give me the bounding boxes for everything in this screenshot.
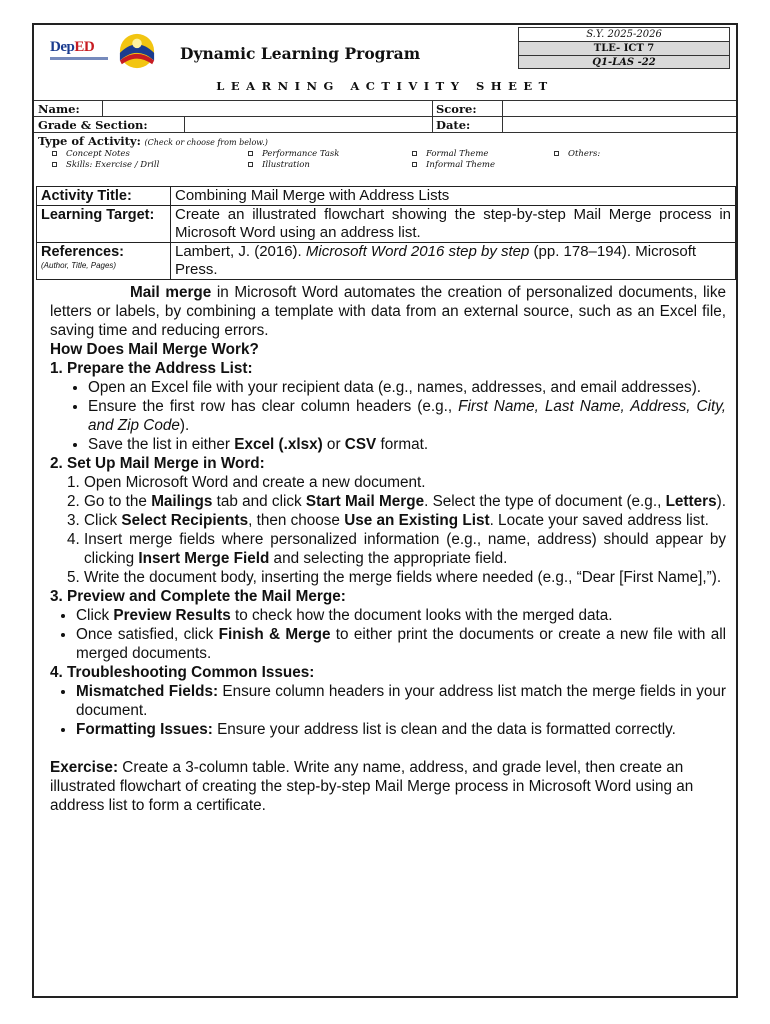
option-concept-notes[interactable]: Concept Notes xyxy=(52,149,130,159)
step3-heading: 3. Preview and Complete the Mail Merge: xyxy=(50,588,346,605)
deped-logo xyxy=(50,37,108,65)
step1-list xyxy=(50,378,726,454)
date-label: Date: xyxy=(436,118,471,132)
school-year-box xyxy=(518,27,730,69)
checkbox-icon xyxy=(554,151,559,156)
step1-heading: 1. Prepare the Address List: xyxy=(50,360,253,377)
activity-title-value: Combining Mail Merge with Address Lists xyxy=(171,187,736,206)
list-item: 2. Go to the Mailings tab and click Start Mail Merge. Select the type of document (e.g., Letters). xyxy=(84,492,726,511)
list-item: • Save the list in either Excel (.xlsx) or CSV format. xyxy=(88,435,726,454)
option-performance-task[interactable]: Performance Task xyxy=(248,149,339,159)
subject-code: TLE- ICT 7 xyxy=(518,41,730,55)
deped-logo-text: DepED xyxy=(50,39,95,55)
step4-list xyxy=(50,682,726,739)
student-info xyxy=(34,100,736,173)
activity-title-row xyxy=(37,187,736,206)
lesson-content xyxy=(50,283,726,815)
list-item: • Ensure the first row has clear column headers (e.g., First Name, Last Name, Address, City, and Zip Code). xyxy=(88,397,726,435)
list-item: 1. Open Microsoft Word and create a new document. xyxy=(84,473,726,492)
learning-target-label: Learning Target: xyxy=(37,206,171,243)
checkbox-icon xyxy=(248,162,253,167)
option-informal-theme[interactable]: Informal Theme xyxy=(412,160,495,170)
checkbox-icon xyxy=(412,162,417,167)
activity-type-label: Type of Activity: xyxy=(38,134,141,148)
activity-type-hint: (Check or choose from below.) xyxy=(144,138,268,147)
list-item: 4. Insert merge fields where personalized information (e.g., name, address) should appear by clicking Insert Merge Field and selecting the appropriate field. xyxy=(84,530,726,568)
name-label: Name: xyxy=(38,102,80,116)
grade-label: Grade & Section: xyxy=(38,118,148,132)
sheet-title: LEARNING ACTIVITY SHEET xyxy=(216,79,554,93)
references-cell xyxy=(37,243,171,280)
how-heading: How Does Mail Merge Work? xyxy=(50,341,259,358)
list-item: 3. Click Select Recipients, then choose Use an Existing List. Locate your saved address list. xyxy=(84,511,726,530)
checkbox-icon xyxy=(52,151,57,156)
references-value: Lambert, J. (2016). Microsoft Word 2016 step by step (pp. 178–194). Microsoft Press. xyxy=(171,243,736,280)
las-code: Q1-LAS -22 xyxy=(518,55,730,69)
learning-target-row xyxy=(37,206,736,243)
exercise-paragraph: Exercise: Create a 3-column table. Write any name, address, and grade level, then create an illustrated flowchart of creating the step-by-step Mail Merge process in Microsoft Word using an address list to form a certificate. xyxy=(50,759,694,814)
references-label: References: xyxy=(41,244,125,260)
references-hint: (Author, Title, Pages) xyxy=(41,261,117,270)
name-row xyxy=(34,100,736,116)
activity-sheet-page xyxy=(32,23,738,998)
grade-row xyxy=(34,116,736,132)
step4-heading: 4. Troubleshooting Common Issues: xyxy=(50,664,315,681)
grade-field[interactable] xyxy=(184,117,432,133)
activity-options xyxy=(34,149,736,173)
option-formal-theme[interactable]: Formal Theme xyxy=(412,149,488,159)
activity-title-label: Activity Title: xyxy=(37,187,171,206)
option-illustration[interactable]: Illustration xyxy=(248,160,310,170)
step3-list xyxy=(50,606,726,663)
score-label: Score: xyxy=(436,102,477,116)
list-item: • Open an Excel file with your recipient data (e.g., names, addresses, and email addresses). xyxy=(88,378,726,397)
checkbox-icon xyxy=(248,151,253,156)
checkbox-icon xyxy=(412,151,417,156)
list-item: • Formatting Issues: Ensure your address list is clean and the data is formatted correctly. xyxy=(76,720,726,739)
activity-type-row xyxy=(34,132,736,149)
date-field[interactable] xyxy=(502,117,740,133)
list-item: 5. Write the document body, inserting the merge fields where needed (e.g., “Dear [First Name],”). xyxy=(84,568,726,587)
logo-group xyxy=(50,29,156,73)
list-item: • Click Preview Results to check how the document looks with the merged data. xyxy=(76,606,726,625)
references-row xyxy=(37,243,736,280)
option-skills-drill[interactable]: Skills: Exercise / Drill xyxy=(52,160,159,170)
list-item: • Mismatched Fields: Ensure column headers in your address list match the merge fields in your document. xyxy=(76,682,726,720)
option-others[interactable]: Others: xyxy=(554,149,600,159)
score-field[interactable] xyxy=(502,101,740,117)
step2-list xyxy=(50,473,726,587)
checkbox-icon xyxy=(52,162,57,167)
learning-target-value: Create an illustrated flowchart showing the step-by-step Mail Merge process in Microsoft Word using an address list. xyxy=(171,206,736,243)
bagong-pilipinas-seal-icon xyxy=(118,32,156,70)
sheet-header xyxy=(34,25,736,93)
step2-heading: 2. Set Up Mail Merge in Word: xyxy=(50,455,265,472)
intro-paragraph: Mail merge in Microsoft Word automates the creation of personalized documents, like letters or labels, by combining a template with data from an external source, such as an Excel file, saving time and reducing errors. xyxy=(50,284,726,339)
program-title: Dynamic Learning Program xyxy=(180,44,421,63)
name-field[interactable] xyxy=(102,101,432,117)
activity-details-table xyxy=(36,186,736,280)
school-year: S.Y. 2025-2026 xyxy=(518,27,730,41)
list-item: • Once satisfied, click Finish & Merge to either print the documents or create a new file with all merged documents. xyxy=(76,625,726,663)
